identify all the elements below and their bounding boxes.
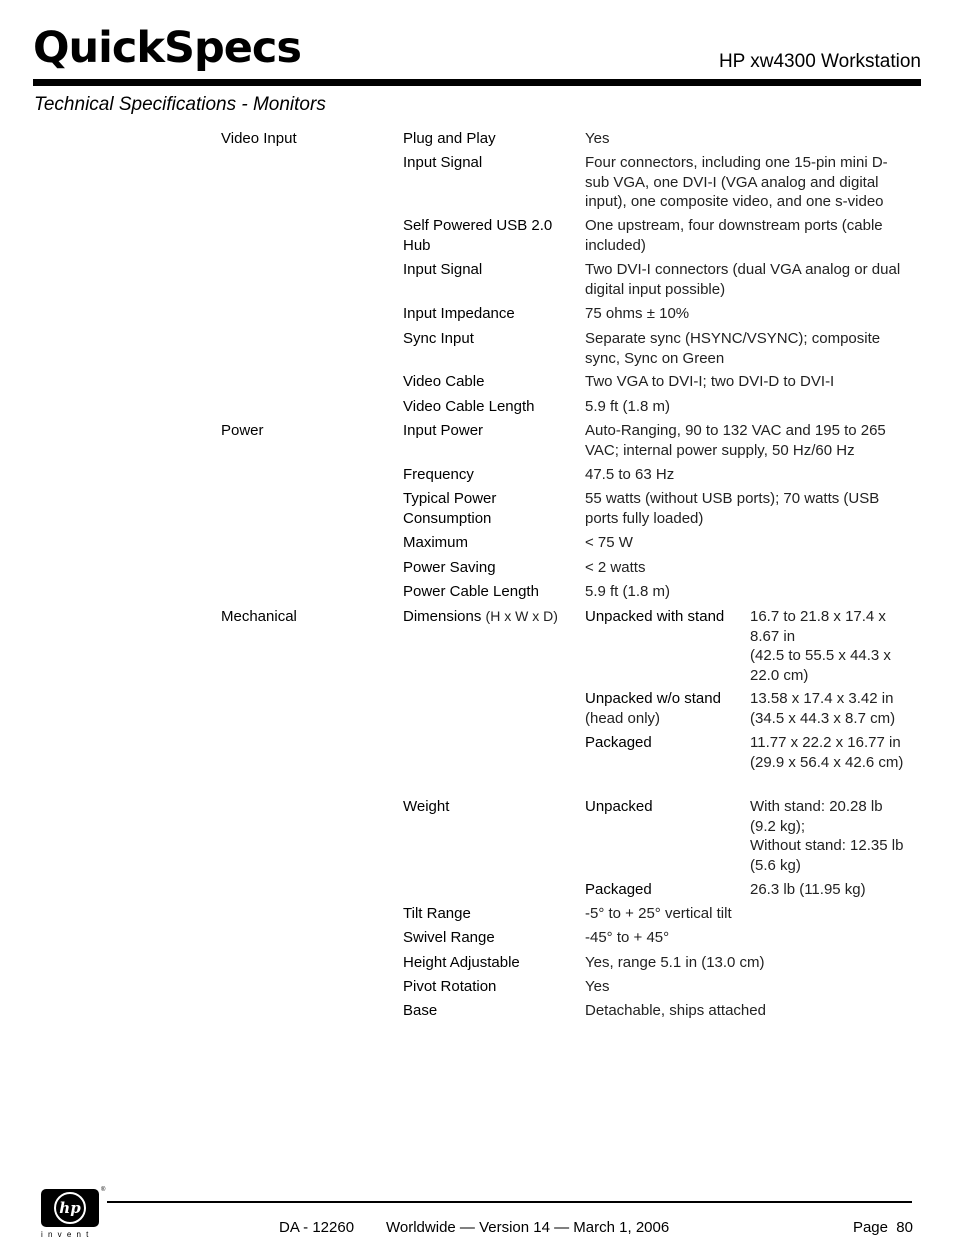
spec-value: -5° to + 25° vertical tilt	[585, 905, 732, 922]
hp-logo-mark: hp	[54, 1192, 86, 1224]
spec-value: Two VGA to DVI-I; two DVI-D to DVI-I	[585, 373, 835, 390]
spec-value: Two DVI-I connectors (dual VGA analog or dual digital input possible)	[585, 261, 901, 298]
footer-version: Worldwide — Version 14 — March 1, 2006	[386, 1219, 670, 1236]
spec-value: One upstream, four downstream ports (cable included)	[585, 217, 883, 254]
spec-label: Height Adjustable	[403, 954, 520, 971]
category-label: Power	[221, 422, 264, 439]
product-name: HP xw4300 Workstation	[718, 51, 921, 72]
spec-value: < 75 W	[585, 534, 633, 551]
spec-value: 55 watts (without USB ports); 70 watts (USB ports fully loaded)	[585, 490, 880, 527]
spec-label	[403, 607, 578, 627]
category-label: Video Input	[221, 130, 297, 147]
spec-value: 75 ohms ± 10%	[585, 305, 690, 322]
spec-label: Input Power	[403, 422, 484, 439]
spec-value: 13.58 x 17.4 x 3.42 in (34.5 x 44.3 x 8.7 cm)	[750, 690, 896, 727]
spec-sublabel: Packaged	[585, 734, 652, 751]
spec-value: 16.7 to 21.8 x 17.4 x 8.67 in (42.5 to 55.5 x 44.3 x 22.0 cm)	[750, 608, 891, 684]
spec-value: Detachable, ships attached	[585, 1002, 766, 1019]
spec-label: Pivot Rotation	[403, 978, 497, 995]
spec-sublabel: Unpacked	[585, 798, 653, 815]
spec-value: 26.3 lb (11.95 kg)	[750, 881, 866, 898]
spec-value: 11.77 x 22.2 x 16.77 in (29.9 x 56.4 x 42.6 cm)	[750, 734, 904, 771]
spec-sublabel: Unpacked with stand	[585, 608, 725, 625]
spec-label: Power Saving	[403, 559, 496, 576]
spec-label: Power Cable Length	[403, 583, 539, 600]
spec-label: Self Powered USB 2.0 Hub	[403, 217, 553, 254]
spec-value: 5.9 ft (1.8 m)	[585, 398, 671, 415]
section-title: Technical Specifications - Monitors	[34, 94, 326, 115]
spec-value: 5.9 ft (1.8 m)	[585, 583, 671, 600]
spec-value: 47.5 to 63 Hz	[585, 466, 675, 483]
footer-rule	[107, 1201, 912, 1203]
spec-label: Frequency	[403, 466, 474, 483]
spec-value: -45° to + 45°	[585, 929, 670, 946]
hp-logo	[41, 1189, 99, 1227]
spec-label: Tilt Range	[403, 905, 471, 922]
category-label: Mechanical	[221, 608, 297, 625]
footer-page-number: Page 80	[852, 1219, 913, 1236]
spec-label: Video Cable Length	[403, 398, 535, 415]
spec-label: Input Signal	[403, 261, 483, 278]
spec-label: Base	[403, 1002, 438, 1019]
hp-logo-tagline: invent	[41, 1230, 94, 1239]
spec-value: Yes	[585, 130, 610, 147]
footer-doc-id: DA - 12260	[279, 1219, 355, 1236]
spec-label-text: Dimensions	[403, 608, 482, 625]
spec-label: Weight	[403, 798, 450, 815]
spec-label: Video Cable	[403, 373, 485, 390]
spec-label: Sync Input	[403, 330, 474, 347]
spec-sublabel: Packaged	[585, 881, 652, 898]
spec-value: With stand: 20.28 lb (9.2 kg); Without stand: 12.35 lb (5.6 kg)	[750, 798, 904, 874]
spec-label: Input Signal	[403, 154, 483, 171]
spec-label: Maximum	[403, 534, 469, 551]
spec-value: < 2 watts	[585, 559, 646, 576]
spec-sublabel-text: Unpacked w/o stand	[585, 690, 721, 707]
spec-value: Four connectors, including one 15-pin mini D-sub VGA, one DVI-I (VGA analog and digital input), one composite video, and one s-video	[585, 154, 888, 210]
spec-value: Auto-Ranging, 90 to 132 VAC and 195 to 265 VAC; internal power supply, 50 Hz/60 Hz	[585, 422, 886, 459]
spec-label: Typical Power Consumption	[403, 490, 497, 527]
spec-value: Yes, range 5.1 in (13.0 cm)	[585, 954, 765, 971]
spec-label: Swivel Range	[403, 929, 495, 946]
spec-sublabel-note: (head only)	[585, 709, 661, 727]
spec-sublabel	[585, 689, 745, 728]
trademark-mark: ®	[101, 1187, 106, 1193]
brand-title: QuickSpecs	[33, 23, 301, 73]
spec-label: Plug and Play	[403, 130, 496, 147]
spec-value: Yes	[585, 978, 610, 995]
spec-label-note: (H x W x D)	[485, 608, 558, 624]
spec-value: Separate sync (HSYNC/VSYNC); composite sync, Sync on Green	[585, 330, 881, 367]
spec-label: Input Impedance	[403, 305, 515, 322]
